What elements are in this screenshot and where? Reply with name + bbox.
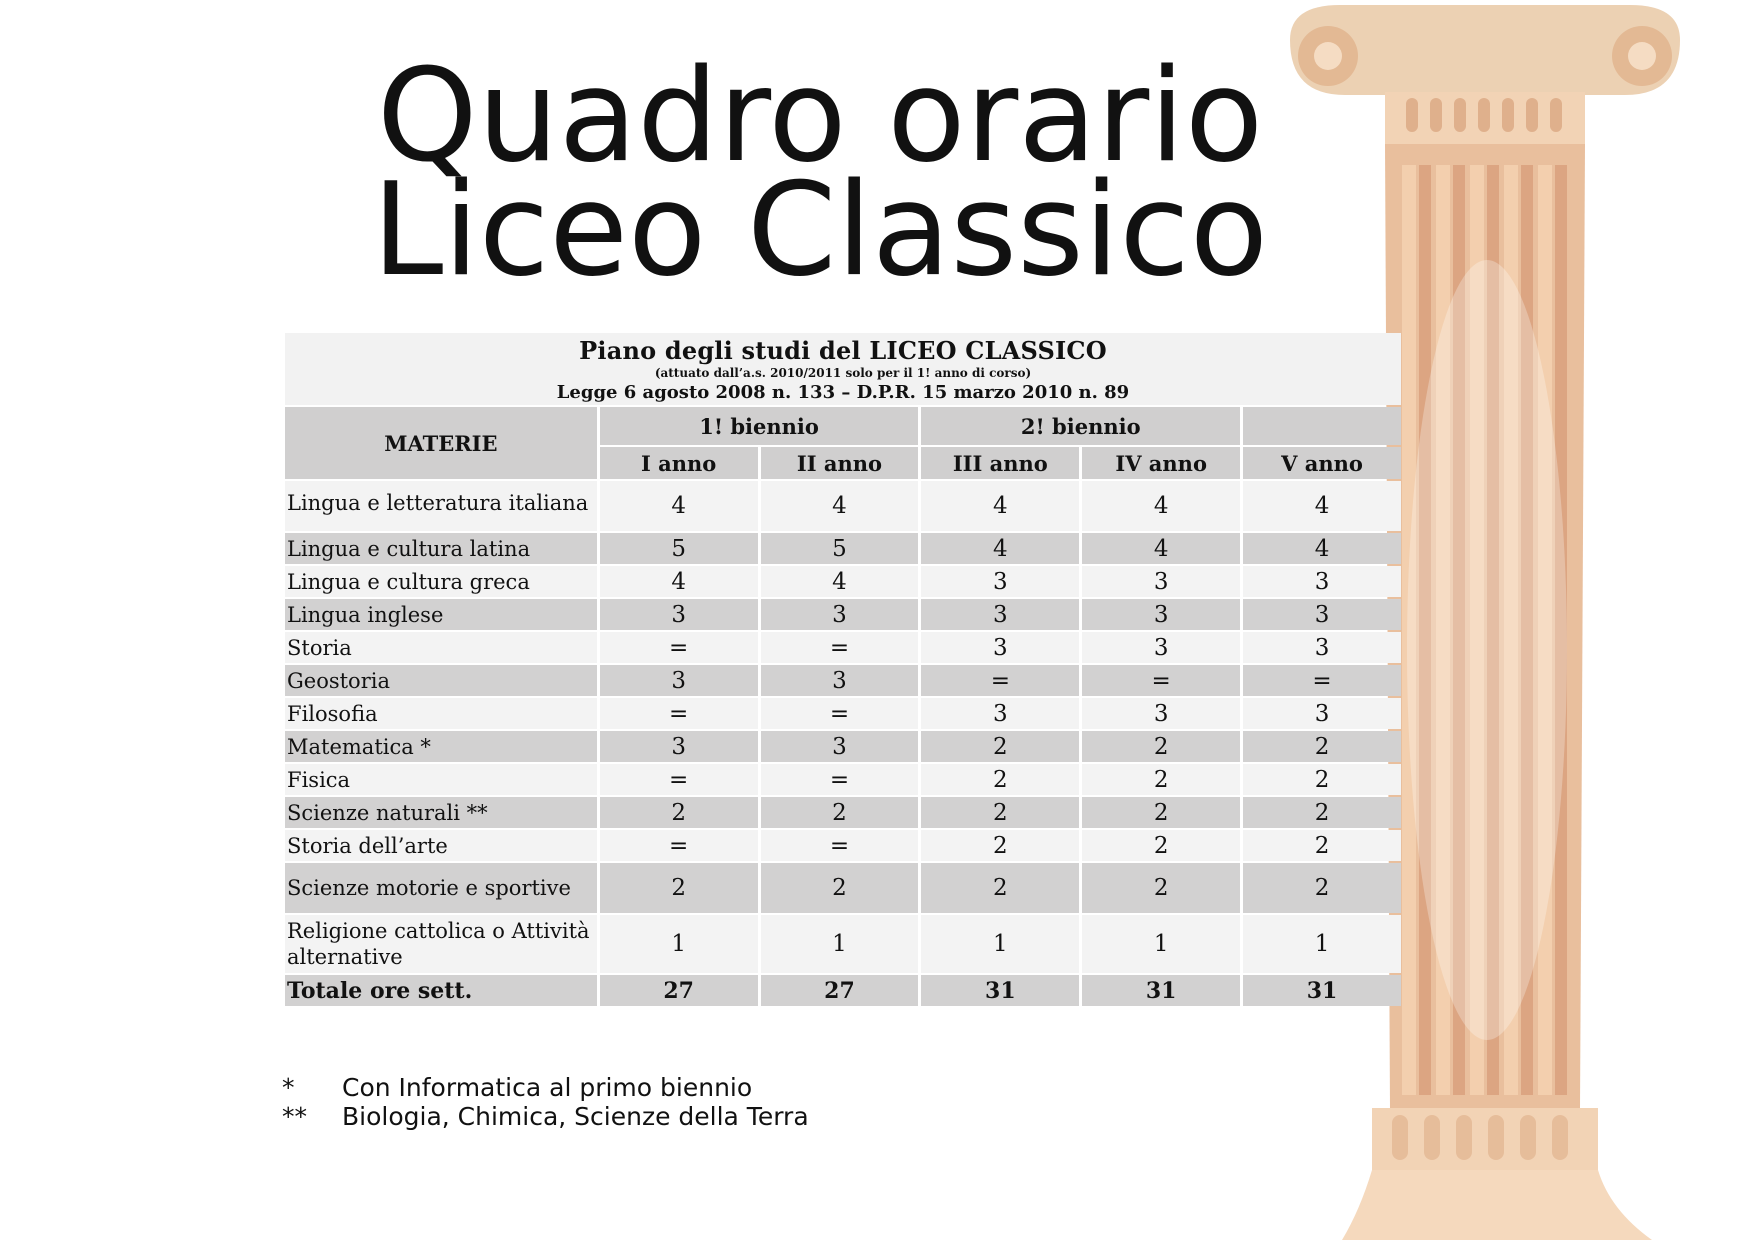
hours-cell: 4	[993, 493, 1008, 519]
hours-cell: 2	[1314, 832, 1330, 859]
subject-cell: Fisica	[287, 767, 351, 792]
hours-cell: 2	[993, 875, 1008, 901]
footnote	[282, 1073, 809, 1102]
hours-cell: 4	[671, 493, 686, 519]
group-header-1: 1! biennio	[600, 407, 919, 445]
subject-cell: Storia dell’arte	[287, 833, 448, 858]
hours-cell: 3	[832, 733, 847, 760]
table-row	[285, 764, 1401, 795]
hours-cell: 3	[993, 601, 1008, 628]
hours-cell: 2	[1153, 766, 1169, 793]
table-row	[285, 915, 1401, 973]
hours-cell: 3	[832, 601, 847, 628]
hours-cell: 3	[993, 700, 1008, 727]
total-cell: 31	[1306, 977, 1338, 1004]
hours-cell: 2	[1314, 799, 1330, 826]
hours-cell: 2	[671, 799, 686, 826]
group-header-2: 2! biennio	[921, 407, 1240, 445]
subject-cell: Storia	[287, 635, 352, 660]
total-cell: 27	[824, 977, 855, 1004]
footnote-text: Biologia, Chimica, Scienze della Terra	[342, 1102, 809, 1131]
hours-cell: 2	[832, 799, 847, 826]
total-cell: 31	[985, 977, 1016, 1004]
hours-cell: 4	[1153, 535, 1169, 562]
subject-cell: Geostoria	[287, 668, 390, 693]
hours-cell: 2	[993, 832, 1008, 859]
hours-cell: 2	[671, 875, 686, 901]
total-label: Totale ore sett.	[287, 977, 473, 1004]
subject-cell: Filosofia	[287, 701, 378, 726]
table-row	[285, 632, 1401, 663]
table-caption	[285, 333, 1401, 405]
subjects-header: MATERIE	[285, 407, 597, 479]
hours-cell: 2	[1153, 799, 1169, 826]
hours-cell: 3	[671, 667, 686, 694]
study-plan-table	[282, 331, 1404, 1008]
hours-cell: =	[669, 700, 689, 727]
hours-cell: =	[829, 832, 850, 859]
hours-cell: 3	[1153, 634, 1169, 661]
hours-cell: =	[1151, 667, 1171, 694]
hours-cell: 3	[993, 634, 1008, 661]
hours-cell: 3	[671, 733, 686, 760]
hours-cell: 1	[1153, 931, 1169, 957]
subject-cell: Lingua inglese	[287, 602, 444, 627]
footnote-mark: **	[282, 1102, 307, 1131]
table-row	[285, 533, 1401, 564]
table-row	[285, 731, 1401, 762]
hours-cell: 4	[993, 535, 1008, 562]
hours-cell: =	[990, 667, 1010, 694]
hours-cell: 4	[1314, 493, 1330, 519]
footnote	[282, 1102, 809, 1131]
hours-cell: 2	[993, 766, 1008, 793]
table-row	[285, 481, 1401, 531]
hours-cell: 4	[1314, 535, 1330, 562]
hours-cell: 2	[1153, 733, 1169, 760]
subject-cell: Lingua e cultura latina	[287, 536, 531, 561]
footnote-mark: *	[282, 1073, 295, 1102]
page-title-line-1: Quadro orario	[376, 42, 1264, 191]
hours-cell: 2	[993, 799, 1008, 826]
hours-cell: 3	[1153, 601, 1169, 628]
hours-cell: 3	[1153, 568, 1169, 595]
hours-cell: 3	[832, 667, 847, 694]
subject-cell: Lingua e letteratura italiana	[287, 491, 589, 515]
hours-cell: =	[669, 634, 689, 661]
hours-cell: 5	[832, 535, 847, 562]
hours-cell: 1	[671, 931, 686, 957]
hours-cell: 3	[1314, 634, 1330, 661]
hours-cell: 2	[993, 733, 1008, 760]
table-row	[285, 863, 1401, 913]
table-row	[285, 665, 1401, 696]
year-header: II anno	[761, 447, 919, 479]
hours-cell: =	[669, 766, 689, 793]
year-header: I anno	[600, 447, 758, 479]
table-caption-title: Piano degli studi del LICEO CLASSICO	[579, 335, 1107, 365]
hours-cell: =	[829, 766, 850, 793]
hours-cell: 2	[1314, 875, 1330, 901]
table-row	[285, 566, 1401, 597]
hours-cell: 1	[1314, 931, 1330, 957]
total-cell: 31	[1145, 977, 1177, 1004]
hours-cell: 3	[671, 601, 686, 628]
total-row	[285, 975, 1401, 1006]
table-caption-subtitle: (attuato dall’a.s. 2010/2011 solo per il 1! anno di corso)	[654, 365, 1032, 380]
hours-cell: 3	[1314, 601, 1330, 628]
hours-cell: 3	[1314, 700, 1330, 727]
subject-cell: Scienze motorie e sportive	[287, 876, 571, 900]
hours-cell: 2	[1153, 875, 1169, 901]
year-header: V anno	[1243, 447, 1401, 479]
table-row	[285, 698, 1401, 729]
hours-cell: 1	[832, 931, 847, 957]
hours-cell: 2	[832, 875, 847, 901]
footnotes	[282, 1073, 809, 1131]
subject-cell: Matematica *	[287, 734, 431, 759]
total-cell: 27	[663, 977, 694, 1004]
hours-cell: 4	[671, 568, 686, 595]
year-header: IV anno	[1082, 447, 1240, 479]
hours-cell: =	[829, 634, 850, 661]
table-caption-law: Legge 6 agosto 2008 n. 133 – D.P.R. 15 marzo 2010 n. 89	[556, 381, 1130, 403]
hours-cell: =	[829, 700, 850, 727]
hours-cell: 4	[832, 568, 847, 595]
hours-cell: 3	[1153, 700, 1169, 727]
hours-cell: 3	[1314, 568, 1330, 595]
table-row	[285, 797, 1401, 828]
hours-cell: =	[669, 832, 689, 859]
table-row	[285, 830, 1401, 861]
hours-cell: 4	[832, 493, 847, 519]
year-header: III anno	[921, 447, 1079, 479]
table-row	[285, 599, 1401, 630]
hours-cell: 2	[1314, 766, 1330, 793]
hours-cell: 3	[993, 568, 1008, 595]
hours-cell: 5	[671, 535, 686, 562]
hours-cell: =	[1312, 667, 1332, 694]
hours-cell: 1	[993, 931, 1008, 957]
footnote-text: Con Informatica al primo biennio	[342, 1073, 753, 1102]
subject-cell: Religione cattolica o Attività alternative	[287, 919, 590, 969]
subject-cell: Scienze naturali **	[287, 800, 488, 825]
subject-cell: Lingua e cultura greca	[287, 569, 530, 594]
hours-cell: 2	[1314, 733, 1330, 760]
hours-cell: 4	[1153, 493, 1169, 519]
page-title-line-2: Liceo Classico	[372, 156, 1268, 305]
group-header-3	[1243, 407, 1401, 445]
hours-cell: 2	[1153, 832, 1169, 859]
